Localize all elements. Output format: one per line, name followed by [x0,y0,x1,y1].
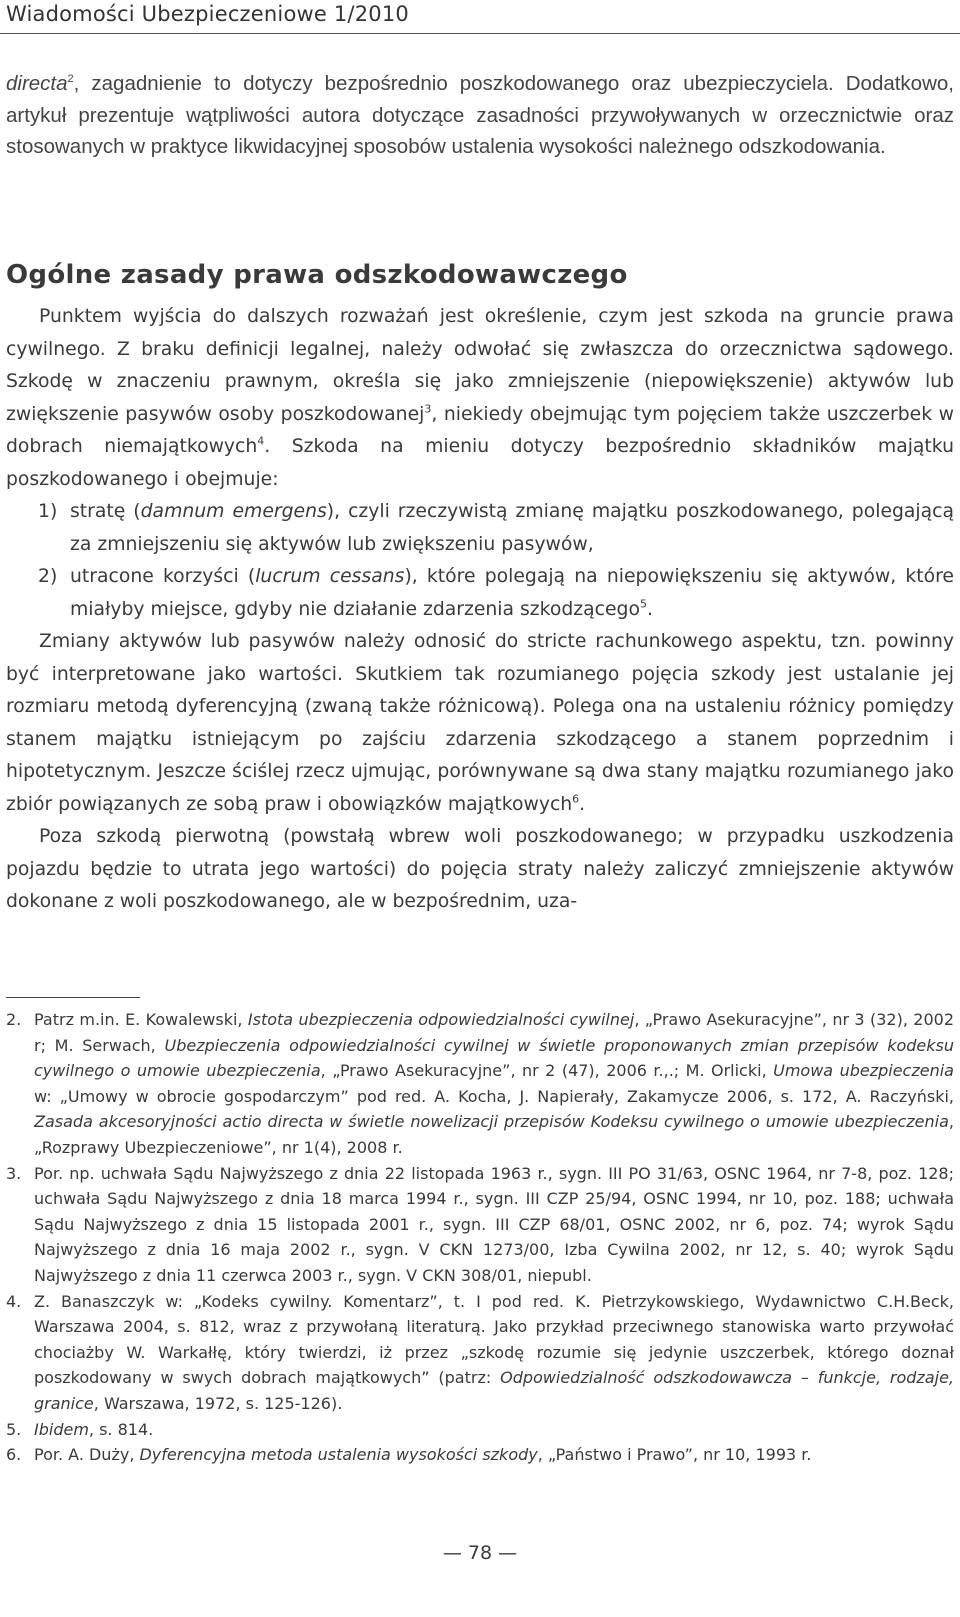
paragraph-2-text: Zmiany aktywów lub pasywów należy odnosić do stricte rachunkowego aspektu, tzn. powinny być interpretowane jako wartości. Skutkiem tak rozumianego pojęcia szkody jest ustalanie jej rozmiaru metodą dyferencyjną (zwaną także różnicową). Polega ona na ustaleniu różnicy pomiędzy stanem majątku istniejącym po zajściu zdarzenia szkodzącego a stanem poprzednim i hipotetycznym. Jeszcze ściślej rzecz ujmując, porównywane są dwa stany majątku rozumianego jako zbiór powiązanych ze sobą praw i obowiązków majątkowych [6,631,954,815]
list-item-number: 1) [38,501,58,522]
section-title: Ogólne zasady prawa odszkodowawczego [6,260,628,290]
footnote-text: Por. np. uchwała Sądu Najwyższego z dnia 22 listopada 1963 r., sygn. III PO 31/63, OSNC 1964, nr 7-8, poz. 128; uchwała Sądu Najwyższego z dnia 18 marca 1994 r., sygn. III CZP 25/94, OSNC 1994, nr 10, poz. 188; uchwała Sądu Najwyższego z dnia 15 listopada 2001 r., sygn. III CZP 68/01, OSNC 2002, nr 6, poz. 74; wyrok Sądu Najwyższego z dnia 16 maja 2002 r., sygn. V CKN 1273/00, Izba Cywilna 2002, nr 12, s. 40; wyrok Sądu Najwyższego z dnia 11 czerwca 2003 r., sygn. V CKN 308/01, niepubl. [34,1163,954,1285]
footnote-text: w: „Umowy w obrocie gospodarczym” pod red. A. Kocha, J. Napierały, Zakamycze 2006, s. 172, A. Raczyński, [34,1086,954,1106]
footnote-text: Patrz m.in. E. Kowalewski, [34,1010,248,1029]
list-item-italic: damnum emergens [140,501,327,522]
footnote-text: , „Prawo Asekuracyjne”, nr 3 (32), 2002 r; M. Serwach, [34,1010,955,1055]
section-body [6,301,954,919]
list-item [6,561,954,626]
footnote-item [6,1417,954,1443]
header-rule [0,33,960,34]
running-header: Wiadomości Ubezpieczeniowe 1/2010 [6,2,409,26]
footnote-rule [6,997,140,998]
paragraph-1-b: , niekiedy obejmując tym pojęciem także uszczerbek w dobrach niemajątkowych [6,403,954,457]
footnote-number: 6. [6,1445,22,1465]
footnote-italic-text: Ubezpieczenia odpowiedzialności cywilnej w świetle proponowanych zmian przepisów kodeksu cywilnego o umowie ubezpieczenia [34,1035,954,1081]
list-item-tail: . [646,598,653,620]
intro-text: , zagadnienie to dotyczy bezpośrednio poszkodowanego oraz ubezpieczyciela. Dodatkowo, artykuł prezentuje wątpliwości autora dotyczące zasadności przywoływanych w orzecznictwie oraz stosowanych w praktyce likwidacyjnej sposobów ustalenia wysokości należnego odszkodowania. [6,72,954,158]
footnote-ref-4[interactable]: 4 [257,434,265,448]
intro-paragraph [6,68,954,163]
footnote-text: , s. 814. [88,1419,154,1439]
paragraph-2 [6,626,954,821]
list-item-italic: lucrum cessans [255,566,405,587]
intro-lead-italic: directa [6,72,68,95]
paragraph-1-a: Punktem wyjścia do dalszych rozważań jest określenie, czym jest szkoda na gruncie prawa cywilnego. Z braku definicji legalnej, należy odwołać się zwłaszcza do orzecznictwa sądowego. Szkodę w znaczeniu prawnym, określa się jako zmniejszenie (niepowiększenie) aktywów lub zwiększenie pasywów osoby poszkodowanej [6,306,954,425]
footnote-ref-3[interactable]: 3 [424,402,432,416]
footnote-number: 4. [6,1291,22,1311]
list-item-post: ), które polegają na niepowiększeniu się aktywów, które miałyby miejsce, gdyby nie działanie zdarzenia szkodzącego [70,566,954,620]
footnote-number: 3. [6,1163,22,1183]
footnote-italic-text: Ibidem [34,1419,89,1439]
footnote-item [6,1161,954,1289]
paragraph-1 [6,301,954,496]
paragraph-2-tail: . [579,793,586,815]
footnote-item [6,1007,954,1161]
list-item-pre: stratę ( [70,501,141,522]
footnote-text: Z. Banaszczyk w: „Kodeks cywilny. Komentarz”, t. I pod red. K. Pietrzykowskiego, Wydawnictwo C.H.Beck, Warszawa 2004, s. 812, wraz z przywołaną literaturą. Jako przykład przeciwnego stanowiska warto przywołać chociażby W. Warkałłę, który twierdzi, iż przez „szkodę rozumie się jedynie uszczerbek, którego doznał poszkodowany w swych dobrach majątkowych” (patrz: [34,1291,954,1388]
list-item [6,496,954,561]
paragraph-3: Poza szkodą pierwotną (powstałą wbrew woli poszkodowanego; w przypadku uszkodzenia pojazdu będzie to utrata jego wartości) do pojęcia straty należy zaliczyć zmniejszenie aktywów dokonane z woli poszkodowanego, ale w bezpośrednim, uza- [6,826,954,912]
page-number: — 78 — [442,1542,518,1564]
footnote-text: , „Państwo i Prawo”, nr 10, 1993 r. [537,1445,812,1465]
list-item-post: ), czyli rzeczywistą zmianę majątku poszkodowanego, polegającą za zmniejszeniu się aktywów lub zwiększeniu pasywów, [70,501,954,555]
footnote-italic-text: Istota ubezpieczenia odpowiedzialności cywilnej [247,1010,635,1029]
footnote-item [6,1442,954,1468]
footnote-text: , „Rozprawy Ubezpieczeniowe”, nr 1(4), 2008 r. [34,1112,954,1157]
footnote-number: 5. [6,1419,22,1439]
footnote-text: , „Prawo Asekuracyjne”, nr 2 (47), 2006 r.,.; M. Orlicki, [320,1061,774,1081]
paragraph-1-c: . Szkoda na mieniu dotyczy bezpośrednio składników majątku poszkodowanego i obejmuje: [6,436,954,490]
footnotes-list [6,1007,954,1468]
footnote-item [6,1289,954,1417]
footnote-number: 2. [6,1010,22,1029]
list-item-number: 2) [38,566,58,587]
footnote-text: , Warszawa, 1972, s. 125-126). [93,1393,343,1413]
list-item-pre: utracone korzyści ( [70,566,256,587]
footnote-ref-5[interactable]: 5 [639,597,647,611]
footnote-italic-text: Odpowiedzialność odszkodowawcza – funkcje, rodzaje, granice [34,1368,954,1413]
footnote-ref-2[interactable]: 2 [67,73,74,86]
footnote-italic-text: Zasada akcesoryjności actio directa w świetle nowelizacji przepisów Kodeksu cywilnego o umowie ubezpieczenia [34,1112,949,1132]
footnote-ref-6[interactable]: 6 [572,792,580,806]
footnote-italic-text: Dyferencyjna metoda ustalenia wysokości szkody [139,1445,538,1465]
footnote-text: Por. A. Duży, [34,1445,140,1465]
footnote-italic-text: Umowa ubezpieczenia [773,1061,954,1081]
damage-list [6,496,954,626]
